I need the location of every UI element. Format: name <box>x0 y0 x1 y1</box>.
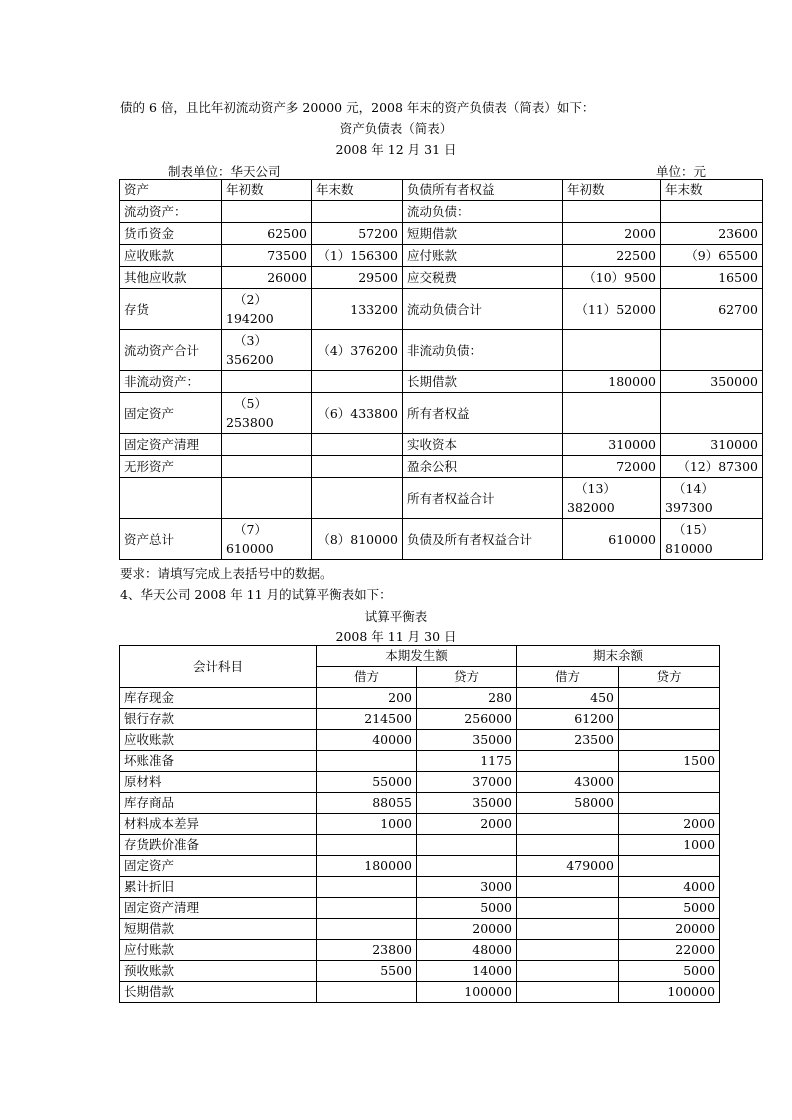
table-cell <box>417 856 517 877</box>
table-cell: 预收账款 <box>120 961 317 982</box>
table-row <box>120 772 720 793</box>
table-cell: 库存商品 <box>120 793 317 814</box>
header-cell: 年初数 <box>222 180 312 201</box>
table-cell: 应付账款 <box>403 245 563 267</box>
table-cell: 5000 <box>619 961 720 982</box>
table-cell: 26000 <box>222 267 312 289</box>
header-period-amount: 本期发生额 <box>317 646 517 667</box>
bracket-number: （2） <box>234 292 267 307</box>
table-cell: 2000 <box>563 223 661 245</box>
table-cell: 固定资产 <box>120 856 317 877</box>
header-cell: 年初数 <box>563 180 661 201</box>
table-cell: 23600 <box>661 223 763 245</box>
table-cell: （12）87300 <box>661 456 763 478</box>
table-cell <box>120 478 222 519</box>
table-header-row <box>120 180 763 201</box>
table-cell: 58000 <box>517 793 619 814</box>
table-cell: 5000 <box>619 898 720 919</box>
cell-value: 810000 <box>665 541 713 556</box>
table-cell: 实收资本 <box>403 434 563 456</box>
table-cell: 2000 <box>417 814 517 835</box>
requirement-text: 要求：请填写完成上表括号中的数据。 <box>120 566 333 581</box>
table-row <box>120 919 720 940</box>
table-cell <box>317 982 417 1003</box>
table-cell: 1175 <box>417 751 517 772</box>
table-cell <box>222 289 312 330</box>
table-row <box>120 245 763 267</box>
balance-sheet-body <box>120 180 763 560</box>
table-row <box>120 709 720 730</box>
table-cell: 62700 <box>661 289 763 330</box>
table-cell: 所有者权益合计 <box>403 478 563 519</box>
table-cell: 88055 <box>317 793 417 814</box>
table-cell: 35000 <box>417 730 517 751</box>
table-cell: 固定资产清理 <box>120 434 222 456</box>
table-cell: 负债及所有者权益合计 <box>403 519 563 560</box>
table-row <box>120 434 763 456</box>
header-ending-balance: 期末余额 <box>517 646 720 667</box>
table-cell: 长期借款 <box>120 982 317 1003</box>
table-cell: 5000 <box>417 898 517 919</box>
table-cell <box>563 201 661 223</box>
table-cell: （4）376200 <box>312 330 403 371</box>
table-row <box>120 371 763 393</box>
table-cell <box>563 330 661 371</box>
table-cell <box>222 371 312 393</box>
table-cell <box>417 835 517 856</box>
table-cell <box>661 478 763 519</box>
table-cell: 133200 <box>312 289 403 330</box>
table-cell: 214500 <box>317 709 417 730</box>
table-cell <box>222 478 312 519</box>
table-row <box>120 814 720 835</box>
table-cell <box>222 393 312 434</box>
table-cell: 应交税费 <box>403 267 563 289</box>
balance-sheet-date: 2008 年 12 月 31 日 <box>335 142 457 157</box>
table-cell: 短期借款 <box>120 919 317 940</box>
header-cell: 资产 <box>120 180 222 201</box>
table-row <box>120 393 763 434</box>
table-row <box>120 289 763 330</box>
table-cell: 72000 <box>563 456 661 478</box>
table-cell: 所有者权益 <box>403 393 563 434</box>
table-cell: 1000 <box>317 814 417 835</box>
table-cell: 55000 <box>317 772 417 793</box>
table-cell <box>563 393 661 434</box>
table-row <box>120 456 763 478</box>
table-cell: 20000 <box>417 919 517 940</box>
table-cell: 100000 <box>417 982 517 1003</box>
table-cell: 应收账款 <box>120 245 222 267</box>
table-cell <box>317 898 417 919</box>
table-cell: 1000 <box>619 835 720 856</box>
table-cell: 存货 <box>120 289 222 330</box>
table-cell <box>619 730 720 751</box>
preparer-unit: 制表单位：华天公司 <box>168 164 281 179</box>
table-row <box>120 478 763 519</box>
table-cell: 610000 <box>563 519 661 560</box>
table-cell: 固定资产清理 <box>120 898 317 919</box>
table-cell: 流动负债： <box>403 201 563 223</box>
table-cell <box>661 519 763 560</box>
cell-value: 194200 <box>226 311 274 326</box>
table-cell: 1500 <box>619 751 720 772</box>
balance-sheet-title: 资产负债表（简表） <box>339 121 453 136</box>
table-cell: 310000 <box>563 434 661 456</box>
table-row <box>120 730 720 751</box>
bracket-number: （15） <box>673 522 714 537</box>
table-cell: 256000 <box>417 709 517 730</box>
table-cell <box>517 919 619 940</box>
table-cell: 37000 <box>417 772 517 793</box>
table-cell: 流动负债合计 <box>403 289 563 330</box>
table-row <box>120 267 763 289</box>
table-cell <box>222 201 312 223</box>
trial-balance-date: 2008 年 11 月 30 日 <box>335 629 457 644</box>
table-cell: （6）433800 <box>312 393 403 434</box>
table-cell: 存货跌价准备 <box>120 835 317 856</box>
table-cell: 35000 <box>417 793 517 814</box>
table-cell: 银行存款 <box>120 709 317 730</box>
table-cell: 材料成本差异 <box>120 814 317 835</box>
table-cell: 14000 <box>417 961 517 982</box>
table-row <box>120 330 763 371</box>
header-account: 会计科目 <box>120 646 317 688</box>
table-cell: 无形资产 <box>120 456 222 478</box>
cell-value: 397300 <box>665 500 713 515</box>
table-cell: 20000 <box>619 919 720 940</box>
table-cell: 40000 <box>317 730 417 751</box>
table-cell: 5500 <box>317 961 417 982</box>
table-cell: 62500 <box>222 223 312 245</box>
header-debit: 借方 <box>317 667 417 688</box>
table-cell <box>661 201 763 223</box>
table-cell <box>517 835 619 856</box>
bracket-number: （3） <box>234 333 267 348</box>
table-cell: 22000 <box>619 940 720 961</box>
table-row <box>120 793 720 814</box>
table-cell: 应付账款 <box>120 940 317 961</box>
table-cell: （10）9500 <box>563 267 661 289</box>
table-cell <box>317 919 417 940</box>
table-cell <box>661 330 763 371</box>
header-debit: 借方 <box>517 667 619 688</box>
table-row <box>120 877 720 898</box>
table-cell: 资产总计 <box>120 519 222 560</box>
table-cell: 其他应收款 <box>120 267 222 289</box>
trial-balance-table <box>119 645 720 1003</box>
table-cell <box>517 814 619 835</box>
cell-value: 356200 <box>226 352 274 367</box>
table-cell <box>517 940 619 961</box>
table-cell: 应收账款 <box>120 730 317 751</box>
table-cell <box>222 330 312 371</box>
table-cell: 3000 <box>417 877 517 898</box>
table-cell <box>222 434 312 456</box>
table-row <box>120 201 763 223</box>
table-cell <box>222 519 312 560</box>
table-cell <box>312 456 403 478</box>
table-cell: 29500 <box>312 267 403 289</box>
table-cell <box>619 793 720 814</box>
table-row <box>120 223 763 245</box>
table-cell: 固定资产 <box>120 393 222 434</box>
header-cell: 负债所有者权益 <box>403 180 563 201</box>
table-cell: （1）156300 <box>312 245 403 267</box>
table-cell <box>222 456 312 478</box>
table-cell: 180000 <box>317 856 417 877</box>
trial-balance-body <box>120 646 720 1003</box>
table-cell: 479000 <box>517 856 619 877</box>
table-cell: 43000 <box>517 772 619 793</box>
table-cell: 450 <box>517 688 619 709</box>
table-cell: 流动资产合计 <box>120 330 222 371</box>
table-cell: （11）52000 <box>563 289 661 330</box>
header-credit: 贷方 <box>619 667 720 688</box>
table-cell: 48000 <box>417 940 517 961</box>
table-cell <box>619 688 720 709</box>
table-cell: （9）65500 <box>661 245 763 267</box>
table-cell: 2000 <box>619 814 720 835</box>
table-cell: 200 <box>317 688 417 709</box>
table-cell <box>661 393 763 434</box>
bracket-number: （7） <box>234 522 267 537</box>
table-cell <box>312 434 403 456</box>
table-cell: 4000 <box>619 877 720 898</box>
table-row <box>120 519 763 560</box>
table-cell <box>619 772 720 793</box>
table-cell: 原材料 <box>120 772 317 793</box>
table-row <box>120 856 720 877</box>
table-cell: 16500 <box>661 267 763 289</box>
table-header-row <box>120 646 720 667</box>
table-row <box>120 982 720 1003</box>
table-cell <box>317 877 417 898</box>
table-row <box>120 940 720 961</box>
table-cell: 61200 <box>517 709 619 730</box>
cell-value: 382000 <box>567 500 615 515</box>
cell-value: 610000 <box>226 541 274 556</box>
table-cell: 73500 <box>222 245 312 267</box>
table-row <box>120 961 720 982</box>
table-cell: 23500 <box>517 730 619 751</box>
table-cell <box>312 201 403 223</box>
table-cell <box>517 751 619 772</box>
table-cell: 280 <box>417 688 517 709</box>
header-credit: 贷方 <box>417 667 517 688</box>
intro-text: 债的 6 倍，且比年初流动资产多 20000 元，2008 年末的资产负债表（简表）如下： <box>120 100 595 115</box>
table-cell <box>517 982 619 1003</box>
table-cell <box>517 898 619 919</box>
currency-unit: 单位：元 <box>656 164 707 179</box>
bracket-number: （5） <box>234 396 267 411</box>
trial-balance-title: 试算平衡表 <box>364 609 428 624</box>
table-cell <box>563 478 661 519</box>
table-cell: 长期借款 <box>403 371 563 393</box>
table-cell: 100000 <box>619 982 720 1003</box>
table-cell <box>517 877 619 898</box>
bracket-number: （14） <box>673 481 714 496</box>
table-cell: 非流动资产： <box>120 371 222 393</box>
table-cell: 短期借款 <box>403 223 563 245</box>
table-cell: 22500 <box>563 245 661 267</box>
cell-value: 253800 <box>226 415 274 430</box>
table-cell: 坏账准备 <box>120 751 317 772</box>
table-cell: 57200 <box>312 223 403 245</box>
table-cell <box>517 961 619 982</box>
table-cell: 货币资金 <box>120 223 222 245</box>
section4-intro: 4、华天公司 2008 年 11 月的试算平衡表如下： <box>120 587 392 602</box>
table-cell <box>619 856 720 877</box>
table-cell <box>317 751 417 772</box>
table-cell: 非流动负债： <box>403 330 563 371</box>
table-row <box>120 751 720 772</box>
table-cell <box>312 478 403 519</box>
bracket-number: （13） <box>575 481 616 496</box>
table-cell: 180000 <box>563 371 661 393</box>
table-cell: 流动资产： <box>120 201 222 223</box>
header-cell: 年末数 <box>312 180 403 201</box>
table-cell: （8）810000 <box>312 519 403 560</box>
table-row <box>120 898 720 919</box>
table-cell: 盈余公积 <box>403 456 563 478</box>
table-cell <box>317 835 417 856</box>
table-cell: 23800 <box>317 940 417 961</box>
table-cell: 310000 <box>661 434 763 456</box>
table-cell: 库存现金 <box>120 688 317 709</box>
table-cell: 累计折旧 <box>120 877 317 898</box>
table-cell <box>312 371 403 393</box>
table-cell: 350000 <box>661 371 763 393</box>
header-cell: 年末数 <box>661 180 763 201</box>
table-cell <box>619 709 720 730</box>
table-row <box>120 835 720 856</box>
table-row <box>120 688 720 709</box>
balance-sheet-table <box>119 179 763 560</box>
